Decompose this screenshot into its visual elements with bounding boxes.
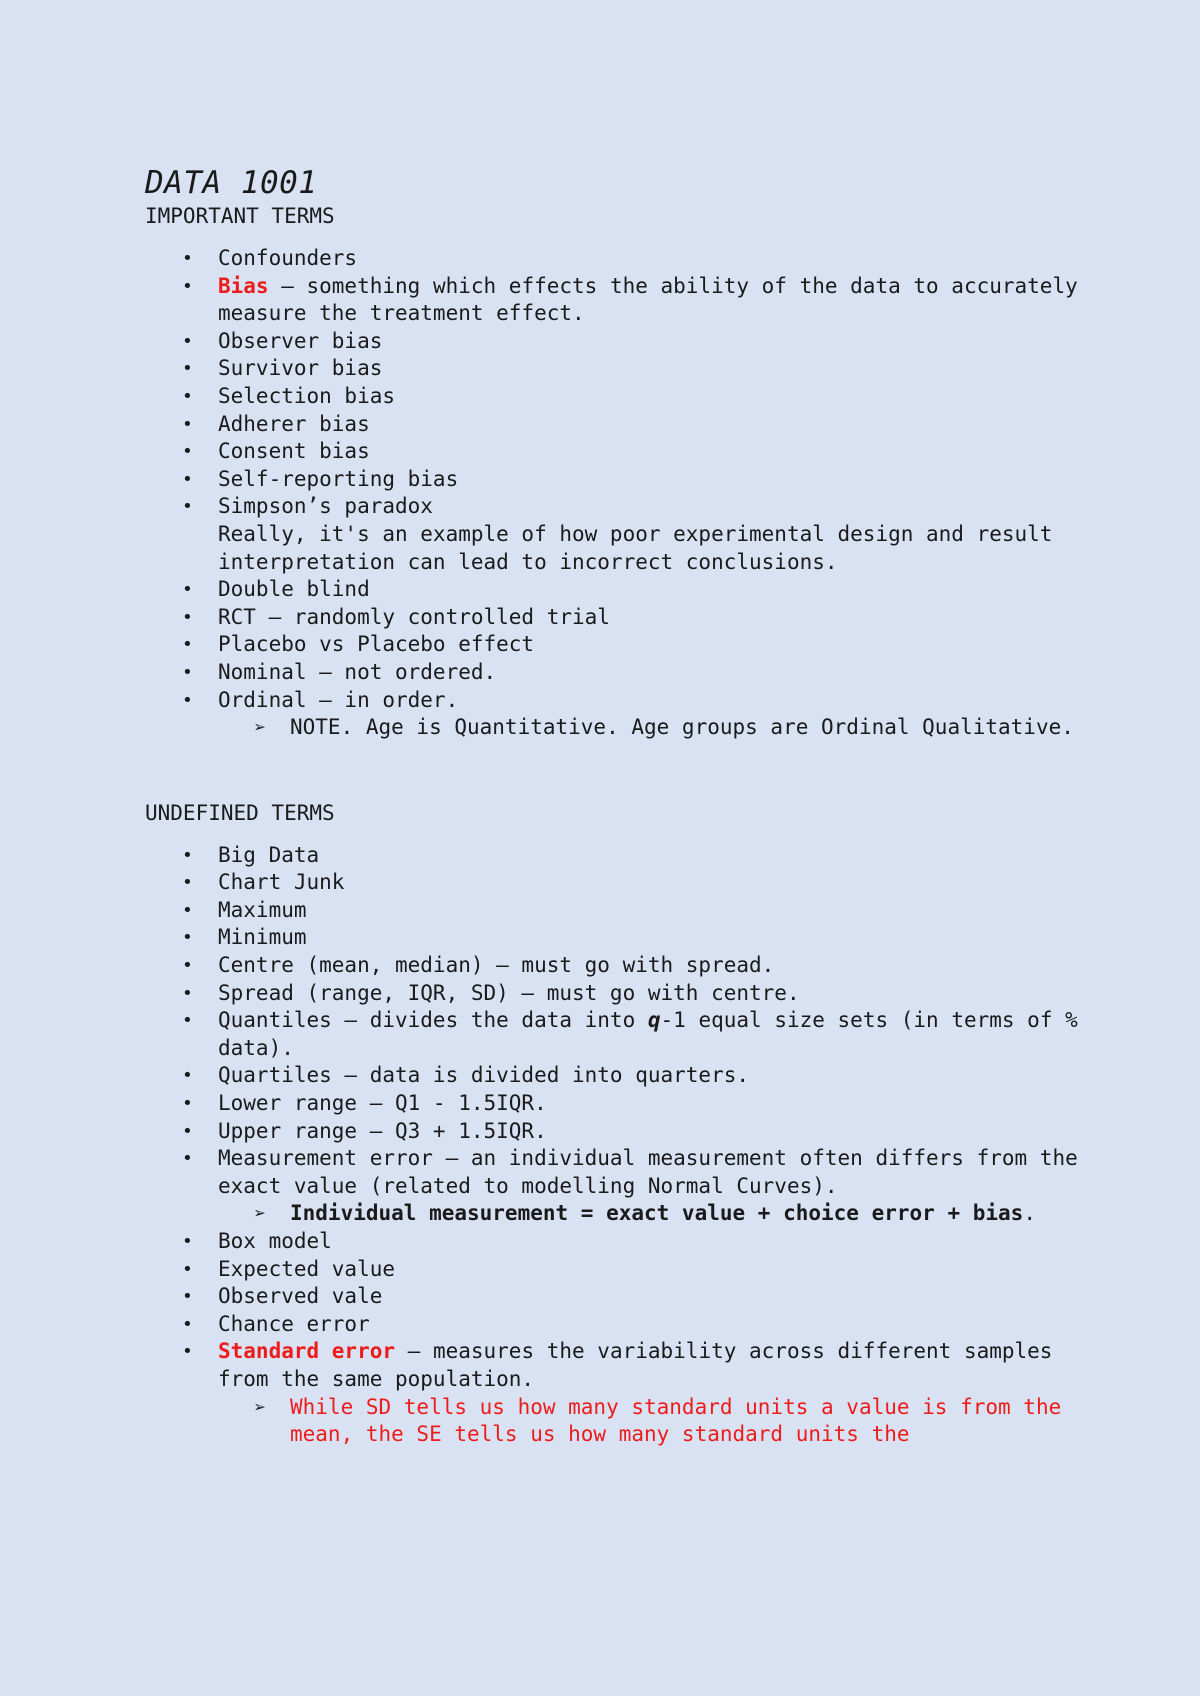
sub-list	[218, 1200, 1095, 1228]
list-item: • Double blind	[145, 576, 1095, 604]
bullet-icon: •	[182, 1010, 193, 1032]
list-item: • Consent bias	[145, 438, 1095, 466]
document-page	[145, 164, 1095, 1449]
list-item: • Self-reporting bias	[145, 466, 1095, 494]
sub-list-item: ➢ NOTE. Age is Quantitative. Age groups are Ordinal Qualitative.	[218, 714, 1095, 742]
bullet-icon: •	[182, 689, 193, 711]
list-item-bias: • Bias – something which effects the ability of the data to accurately measure the treatment effect.	[182, 273, 1078, 326]
list-item-standard-error: • Standard error – measures the variability across different samples from the same population. ➢ While SD tells us how many standard units a value is from the mean, the SE tells us how many standard units the	[145, 1338, 1095, 1448]
term-standard-error: Standard error	[218, 1339, 396, 1364]
measurement-formula: Individual measurement = exact value + choice error + bias	[290, 1201, 1024, 1226]
list-item-quantiles: • Quantiles – divides the data into q-1 equal size sets (in terms of % data).	[182, 1008, 1078, 1060]
list-item: • Lower range – Q1 - 1.5IQR.	[145, 1090, 1095, 1118]
bullet-icon: •	[182, 1093, 193, 1115]
list-item: • Observed vale	[145, 1283, 1095, 1311]
bullet-icon: •	[182, 579, 193, 601]
bullet-icon: •	[182, 441, 193, 463]
bullet-icon: •	[182, 1341, 193, 1363]
important-terms-list	[145, 245, 1095, 742]
list-item-ordinal: • Ordinal – in order. ➢ NOTE. Age is Quantitative. Age groups are Ordinal Qualitative.	[145, 687, 1095, 742]
list-item: • Centre (mean, median) – must go with spread.	[145, 952, 1095, 980]
bullet-icon: •	[182, 955, 193, 977]
arrow-bullet-icon: ➢	[254, 1201, 267, 1226]
sub-list-item: ➢ Individual measurement = exact value + choice error + bias.	[218, 1200, 1095, 1228]
bullet-icon: •	[182, 1231, 193, 1252]
list-item-simpsons-paradox: • Simpson’s paradox Really, it's an example of how poor experimental design and result interpretation can lead to incorrect conclusions.	[145, 493, 1095, 576]
list-item: • Survivor bias	[145, 355, 1095, 383]
bullet-icon: •	[182, 1065, 193, 1087]
list-item: • Maximum	[145, 897, 1095, 925]
arrow-bullet-icon: ➢	[254, 715, 267, 740]
list-item-measurement-error: • Measurement error – an individual measurement often differs from the exact value (related to modelling Normal Curves). ➢ Individual measurement = exact value + choice error + bias.	[145, 1145, 1095, 1228]
sub-list-item	[218, 1394, 1095, 1449]
bullet-icon: •	[182, 982, 193, 1004]
list-item: • Box model	[145, 1228, 1095, 1256]
bullet-icon: •	[182, 661, 193, 683]
sd-vs-se-note: While SD tells us how many standard units a value is from the mean, the SE tells us how many standard units the	[290, 1394, 1062, 1447]
list-item: • Adherer bias	[145, 411, 1095, 439]
list-item: • Selection bias	[145, 383, 1095, 411]
list-item: • Confounders	[145, 245, 1095, 273]
bullet-icon: •	[182, 385, 193, 407]
bullet-icon: •	[182, 927, 193, 949]
list-item: • Chart Junk	[145, 869, 1095, 897]
bullet-icon: •	[182, 358, 193, 380]
list-item: • Spread (range, IQR, SD) – must go with centre.	[145, 980, 1095, 1008]
undefined-terms-heading: UNDEFINED TERMS	[145, 800, 335, 825]
bullet-icon: •	[182, 844, 193, 866]
variable-q: q	[647, 1008, 661, 1033]
bullet-icon: •	[182, 634, 193, 656]
bullet-icon: •	[182, 248, 193, 269]
bullet-icon: •	[182, 496, 193, 518]
bullet-icon: •	[182, 330, 193, 352]
bullet-icon: •	[182, 1313, 193, 1335]
sub-list	[218, 714, 1095, 742]
list-item: • Minimum	[145, 924, 1095, 952]
document-title: DATA 1001	[145, 165, 318, 201]
bullet-icon: •	[182, 1148, 193, 1170]
important-terms-heading: IMPORTANT TERMS	[145, 204, 335, 228]
arrow-bullet-icon: ➢	[254, 1394, 267, 1419]
bullet-icon: •	[182, 468, 193, 490]
bullet-icon: •	[182, 275, 193, 297]
simpsons-paradox-note: Really, it's an example of how poor experimental design and result interpretation can lead to incorrect conclusions.	[218, 521, 1053, 574]
list-item: • Quartiles – data is divided into quarters.	[145, 1062, 1095, 1090]
list-item: • Placebo vs Placebo effect	[145, 631, 1095, 659]
undefined-terms-list	[145, 842, 1095, 1449]
list-item: • RCT – randomly controlled trial	[145, 604, 1095, 632]
list-item: • Nominal – not ordered.	[145, 659, 1095, 687]
bullet-icon: •	[182, 899, 193, 921]
list-item: • Upper range – Q3 + 1.5IQR.	[145, 1118, 1095, 1146]
bullet-icon: •	[182, 1120, 193, 1142]
list-item: • Expected value	[145, 1256, 1095, 1284]
list-item: • Chance error	[145, 1311, 1095, 1339]
list-item: • Big Data	[145, 842, 1095, 870]
term-bias: Bias	[218, 273, 269, 298]
list-item: • Observer bias	[145, 328, 1095, 356]
bullet-icon: •	[182, 413, 193, 435]
sub-list	[218, 1394, 1095, 1449]
bullet-icon: •	[182, 606, 193, 628]
bullet-icon: •	[182, 872, 193, 894]
bullet-icon: •	[182, 1286, 193, 1308]
bullet-icon: •	[182, 1258, 193, 1280]
